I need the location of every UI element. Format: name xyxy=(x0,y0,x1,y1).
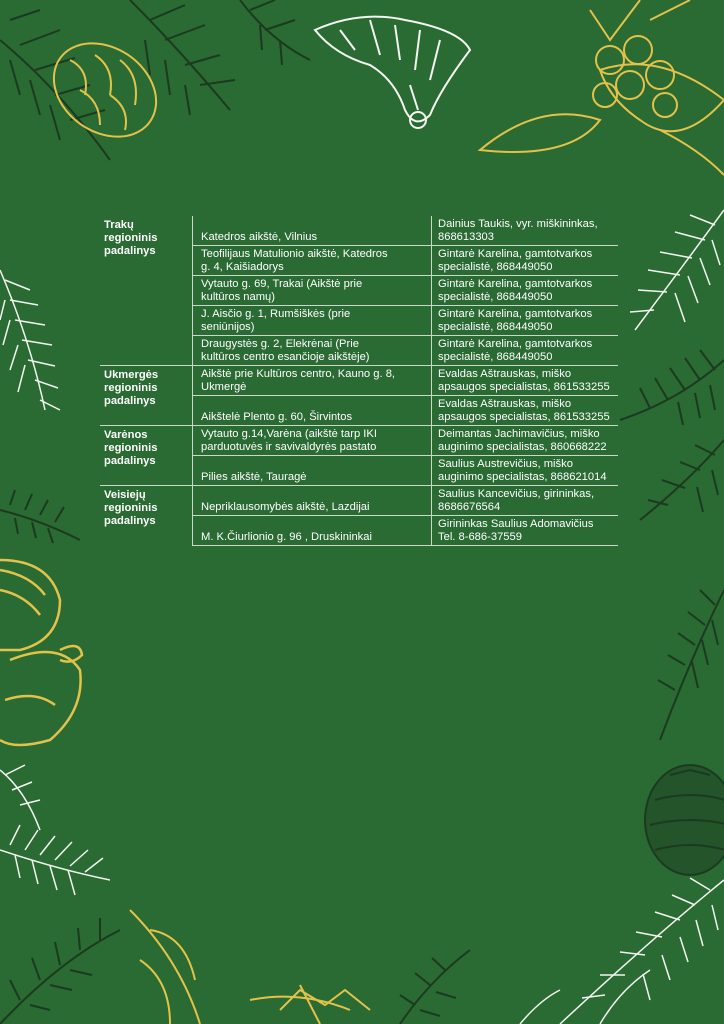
location-line: Vytauto g. 69, Trakai (Aikštė prie xyxy=(201,278,363,290)
location-line: Teofilijaus Matulionio aikštė, Katedros xyxy=(201,248,388,260)
contact-cell xyxy=(432,516,619,546)
region-name-line: padalinys xyxy=(104,455,156,467)
contact-line: Saulius Kancevičius, girininkas, xyxy=(438,488,595,500)
contact-line: Gintarė Karelina, gamtotvarkos xyxy=(438,248,593,260)
location-line: Nepriklausomybės aikštė, Lazdijai xyxy=(201,501,370,513)
contact-line: Gintarė Karelina, gamtotvarkos xyxy=(438,278,593,290)
region-name-line: regioninis xyxy=(104,502,158,514)
contact-line: apsaugos specialistas, 861533255 xyxy=(438,411,610,423)
location-line: M. K.Čiurlionio g. 96 , Druskininkai xyxy=(201,531,372,543)
contact-line: Evaldas Aštrauskas, miško xyxy=(438,368,572,380)
pine-branch-icon xyxy=(630,210,724,330)
contact-cell xyxy=(432,396,619,426)
location-line: Vytauto g.14,Varėna (aikštė tarp IKI xyxy=(201,428,377,440)
contact-line: specialistė, 868449050 xyxy=(438,291,553,303)
pine-branch-icon xyxy=(0,918,470,1024)
contact-line: specialistė, 868449050 xyxy=(438,261,553,273)
location-cell xyxy=(193,336,432,366)
region-name xyxy=(100,366,193,426)
region-name-line: Veisiejų xyxy=(104,489,146,501)
region-name xyxy=(100,216,193,366)
contact-line: 8686676564 xyxy=(438,501,501,513)
contact-line: Deimantas Jachimavičius, miško xyxy=(438,428,600,440)
location-line: Pilies aikštė, Tauragė xyxy=(201,471,307,483)
location-cell xyxy=(193,396,432,426)
contact-cell xyxy=(432,486,619,516)
contact-cell xyxy=(432,366,619,396)
contact-line: Tel. 8-686-37559 xyxy=(438,531,522,543)
location-line: Aikštė prie Kultūros centro, Kauno g. 8, xyxy=(201,368,396,380)
contact-cell xyxy=(432,336,619,366)
pine-branch-icon xyxy=(0,765,110,895)
region-name-line: regioninis xyxy=(104,442,158,454)
location-line: Aikštelė Plento g. 60, Širvintos xyxy=(201,411,353,423)
region-name-line: regioninis xyxy=(104,232,158,244)
contact-cell xyxy=(432,306,619,336)
pine-branch-icon xyxy=(658,590,724,740)
location-line: J. Aisčio g. 1, Rumšiškės (prie xyxy=(201,308,351,320)
location-line: Draugystės g. 2, Elekrėnai (Prie xyxy=(201,338,359,350)
contacts-table xyxy=(100,216,618,546)
contact-line: Evaldas Aštrauskas, miško xyxy=(438,398,572,410)
contact-line: Saulius Austrevičius, miško xyxy=(438,458,573,470)
pine-branch-icon xyxy=(0,270,60,410)
contact-line: Gintarė Karelina, gamtotvarkos xyxy=(438,338,593,350)
pine-branch-icon xyxy=(520,878,724,1024)
contact-line: specialistė, 868449050 xyxy=(438,321,553,333)
contact-line: apsaugos specialistas, 861533255 xyxy=(438,381,610,393)
contact-line: auginimo specialistas, 868621014 xyxy=(438,471,607,483)
contact-line: Dainius Taukis, vyr. miškininkas, xyxy=(438,218,598,230)
location-line: g. 4, Kaišiadorys xyxy=(201,261,284,273)
holly-icon xyxy=(480,0,724,175)
pine-cone-icon xyxy=(645,765,724,875)
acorn-icon xyxy=(0,560,82,745)
pine-branch-icon xyxy=(620,350,724,520)
contact-line: specialistė, 868449050 xyxy=(438,351,553,363)
table-row xyxy=(100,426,618,456)
region-name-line: padalinys xyxy=(104,395,156,407)
location-cell xyxy=(193,366,432,396)
region-name-line: regioninis xyxy=(104,382,158,394)
region-name-line: Trakų xyxy=(104,219,134,231)
table-row xyxy=(100,486,618,516)
location-cell xyxy=(193,276,432,306)
region-name-line: padalinys xyxy=(104,245,156,257)
location-cell xyxy=(193,426,432,456)
location-line: Katedros aikštė, Vilnius xyxy=(201,231,318,243)
region-name xyxy=(100,486,193,546)
pine-cone-icon xyxy=(315,17,470,128)
pine-branch-icon xyxy=(0,490,80,543)
location-line: Ukmergė xyxy=(201,381,247,393)
location-cell xyxy=(193,216,432,246)
region-name-line: padalinys xyxy=(104,515,156,527)
table-row xyxy=(100,216,618,246)
pine-branch-icon xyxy=(0,0,310,160)
contact-cell xyxy=(432,456,619,486)
contact-line: auginimo specialistas, 860668222 xyxy=(438,441,607,453)
location-line: kultūros namų) xyxy=(201,291,275,303)
location-cell xyxy=(193,456,432,486)
contact-line: Gintarė Karelina, gamtotvarkos xyxy=(438,308,593,320)
pine-cone-icon xyxy=(36,24,174,156)
region-name-line: Varėnos xyxy=(104,429,148,441)
table-row xyxy=(100,366,618,396)
region-name xyxy=(100,426,193,486)
region-name-line: Ukmergės xyxy=(104,369,159,381)
contact-line: 868613303 xyxy=(438,231,494,243)
location-cell xyxy=(193,486,432,516)
location-line: seniūnijos) xyxy=(201,321,255,333)
contact-cell xyxy=(432,246,619,276)
holly-icon xyxy=(130,910,370,1024)
location-cell xyxy=(193,306,432,336)
location-line: parduotuvės ir savivaldyrės pastato xyxy=(201,441,377,453)
contact-line: Girininkas Saulius Adomavičius xyxy=(438,518,594,530)
location-cell xyxy=(193,246,432,276)
location-cell xyxy=(193,516,432,546)
location-line: kultūros centro esančioje aikštėje) xyxy=(201,351,370,363)
contact-cell xyxy=(432,276,619,306)
contact-cell xyxy=(432,426,619,456)
contact-cell xyxy=(432,216,619,246)
